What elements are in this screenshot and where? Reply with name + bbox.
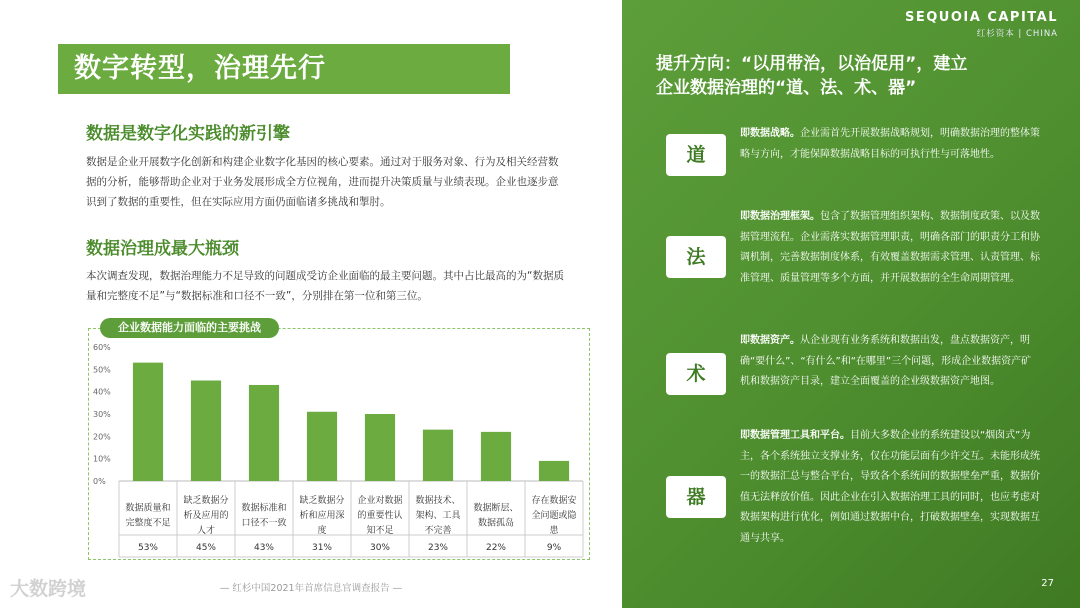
y-tick-label: 50% — [93, 365, 111, 375]
value-label: 43% — [253, 543, 275, 553]
bar — [249, 385, 279, 481]
bar — [365, 414, 395, 481]
category-label: 企业对数据 — [357, 496, 403, 506]
category-label: 数据质量和 — [125, 503, 171, 514]
right-title-line2: 企业数据治理的“道、法、术、器” — [656, 78, 917, 98]
category-label: 存在数据安 — [531, 496, 577, 506]
item-shu-text — [740, 331, 1040, 393]
item-fa-text — [740, 207, 1040, 289]
category-label: 缺乏数据分 — [299, 496, 345, 506]
right-title-line1: 提升方向：“以用带治，以治促用”，建立 — [656, 54, 968, 74]
category-label: 析和应用深 — [299, 511, 345, 521]
category-label: 患 — [549, 526, 559, 536]
category-label: 架构、工具 — [415, 511, 461, 521]
category-label: 知不足 — [366, 526, 394, 536]
category-label: 不完善 — [424, 526, 452, 536]
category-label: 的重要性认 — [357, 511, 403, 521]
item-fa-bold: 即数据治理框架。 — [740, 211, 820, 222]
category-label: 数据断层、 — [473, 503, 519, 514]
value-label: 30% — [369, 543, 391, 553]
item-shu-bold: 即数据资产。 — [740, 335, 800, 346]
value-label: 53% — [137, 543, 159, 553]
y-tick-label: 0% — [93, 477, 106, 486]
item-dao-text — [740, 124, 1040, 165]
bar-chart — [89, 329, 589, 559]
bar — [481, 432, 511, 481]
bar — [307, 412, 337, 481]
value-label: 45% — [195, 543, 217, 553]
category-label: 数据标准和 — [241, 503, 287, 514]
category-label: 缺乏数据分 — [183, 496, 229, 506]
value-label: 31% — [311, 543, 333, 553]
right-title — [656, 52, 1056, 100]
item-dao-body: 企业需首先开展数据战略规划，明确数据治理的整体策略与方向，才能保障数据战略目标的可执行性与可落地性。 — [740, 128, 1040, 160]
brand-sub: 红杉资本 | CHINA — [976, 29, 1058, 39]
right-panel — [622, 0, 1080, 608]
bar — [539, 461, 569, 481]
section2-body: 本次调查发现，数据治理能力不足导致的问题成受访企业面临的最主要问题。其中占比最高的为“数据质量和完整度不足”与“数据标准和口径不一致”，分别排在第一位和第三位。 — [86, 270, 564, 302]
category-label: 数据孤岛 — [477, 518, 515, 529]
footer-logo: 大数跨境 — [10, 578, 87, 600]
category-label: 度 — [317, 526, 327, 536]
value-label: 9% — [546, 543, 562, 553]
bar — [133, 363, 163, 481]
chart-container — [88, 328, 590, 560]
category-label: 全问题或隐 — [531, 511, 577, 521]
page-title: 数字转型，治理先行 — [58, 44, 510, 94]
category-label: 口径不一致 — [241, 518, 287, 529]
item-fa-body: 包含了数据管理组织架构、数据制度政策、以及数据管理流程。企业需落实数据管理职责，明确各部门的职责分工和协调机制，完善数据制度体系，有效覆盖数据需求管理、认责管理、标准管理、质量管理等多个方面，并开展数据的全生命周期管理。 — [740, 211, 1040, 284]
item-dao-bold: 即数据战略。 — [740, 128, 800, 139]
icon-qi: 器 — [666, 476, 726, 518]
y-tick-label: 60% — [93, 343, 111, 352]
bar — [191, 381, 221, 482]
y-tick-label: 40% — [93, 387, 111, 397]
page-number: 27 — [1041, 578, 1054, 589]
category-label: 人才 — [196, 526, 216, 536]
section2-heading: 数据治理成最大瓶颈 — [86, 239, 239, 259]
value-label: 23% — [427, 543, 449, 553]
icon-fa: 法 — [666, 236, 726, 278]
category-label: 完整度不足 — [125, 518, 171, 529]
icon-shu: 术 — [666, 353, 726, 395]
y-tick-label: 20% — [93, 432, 111, 442]
section1-body: 数据是企业开展数字化创新和构建企业数字化基因的核心要素。通过对于服务对象、行为及相关经营数据的分析，能够帮助企业对于业务发展形成全方位视角，进而提升决策质量与业绩表现。企业也逐步意识到了数据的重要性，但在实际应用方面仍面临诸多挑战和掣肘。 — [86, 156, 559, 208]
value-label: 22% — [485, 543, 507, 553]
item-shu-body: 从企业现有业务系统和数据出发，盘点数据资产，明确“要什么”、“有什么”和“在哪里”三个问题，形成企业数据资产矿机和数据资产目录，建立全面覆盖的企业级数据资产地图。 — [740, 335, 1032, 387]
category-label: 析及应用的 — [183, 511, 229, 521]
y-tick-label: 10% — [93, 454, 111, 464]
footer-text: — 红杉中国2021年首席信息官调查报告 — — [219, 583, 403, 594]
chart-title: 企业数据能力面临的主要挑战 — [100, 318, 279, 338]
y-tick-label: 30% — [93, 410, 111, 419]
section1-heading: 数据是数字化实践的新引擎 — [86, 124, 290, 144]
item-qi-body: 目前大多数企业的系统建设以“烟囱式”为主，各个系统独立支撑业务，仅在功能层面有少许交互。未能形成统一的数据汇总与整合平台，导致各个系统间的数据壁垒严重，数据价值无法释放价值。因此企业在引入数据治理工具的同时，也应考虑对数据架构进行优化，例如通过数据中台，打破数据壁垒，实现数据互通与共享。 — [740, 430, 1040, 544]
item-qi-bold: 即数据管理工具和平台。 — [740, 430, 850, 441]
icon-dao: 道 — [666, 134, 726, 176]
brand-logo — [905, 10, 1058, 39]
bar — [423, 430, 453, 481]
brand-name: SEQUOIA CAPITAL — [905, 10, 1058, 25]
item-qi-text — [740, 426, 1040, 549]
category-label: 数据技术、 — [415, 496, 461, 506]
